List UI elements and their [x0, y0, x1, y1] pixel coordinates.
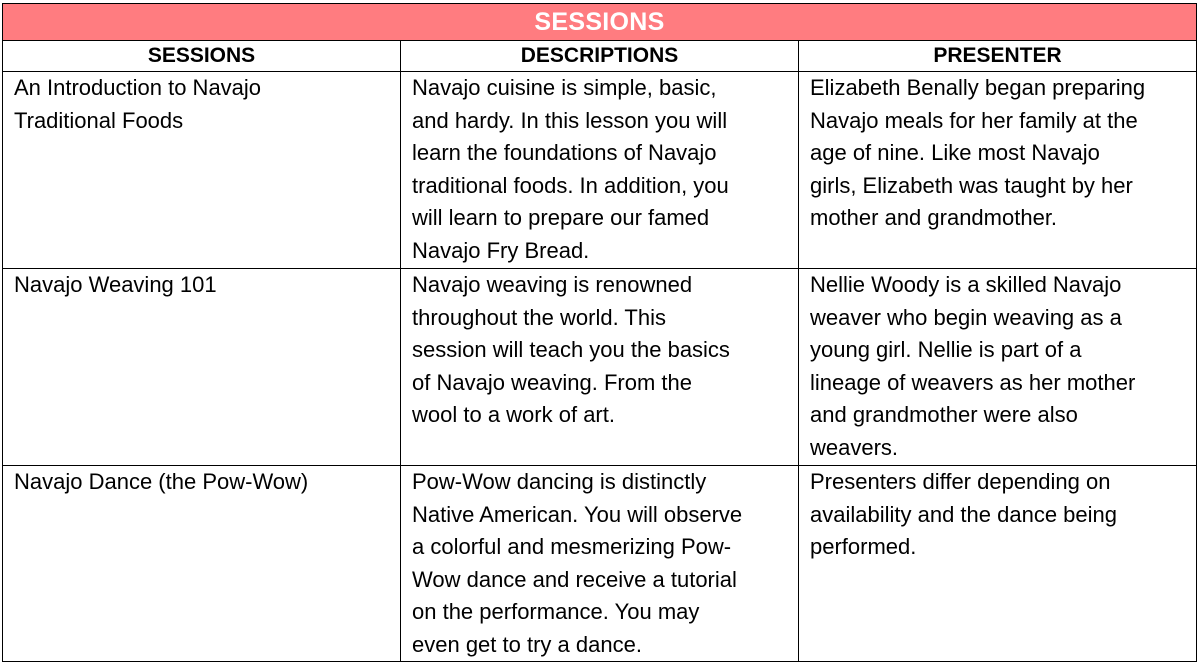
table-header-row — [3, 41, 1197, 72]
session-name-cell: Navajo Dance (the Pow-Wow) — [3, 466, 401, 662]
session-presenter-cell: Nellie Woody is a skilled Navajo weaver who begin weaving as a young girl. Nellie is part of a lineage of weavers as her mother and grandmother were also weavers. — [799, 269, 1197, 466]
column-header-descriptions: DESCRIPTIONS — [401, 41, 799, 72]
table-row — [3, 72, 1197, 269]
column-header-sessions: SESSIONS — [3, 41, 401, 72]
session-name-cell: An Introduction to Navajo Traditional Foods — [3, 72, 401, 269]
table-title: SESSIONS — [3, 4, 1197, 41]
table-title-row — [3, 4, 1197, 41]
sessions-table — [2, 3, 1197, 662]
sessions-document — [2, 3, 1196, 663]
session-description-cell: Navajo weaving is renowned throughout the world. This session will teach you the basics of Navajo weaving. From the wool to a work of art. — [401, 269, 799, 466]
session-name-cell: Navajo Weaving 101 — [3, 269, 401, 466]
column-header-presenter: PRESENTER — [799, 41, 1197, 72]
session-presenter-cell: Elizabeth Benally began preparing Navajo meals for her family at the age of nine. Like most Navajo girls, Elizabeth was taught by her mother and grandmother. — [799, 72, 1197, 269]
session-description-cell: Pow-Wow dancing is distinctly Native American. You will observe a colorful and mesmerizing Pow- Wow dance and receive a tutorial on the performance. You may even get to try a dance. — [401, 466, 799, 662]
table-row — [3, 466, 1197, 662]
table-row — [3, 269, 1197, 466]
session-description-cell: Navajo cuisine is simple, basic, and hardy. In this lesson you will learn the foundations of Navajo traditional foods. In addition, you will learn to prepare our famed Navajo Fry Bread. — [401, 72, 799, 269]
session-presenter-cell: Presenters differ depending on availability and the dance being performed. — [799, 466, 1197, 662]
